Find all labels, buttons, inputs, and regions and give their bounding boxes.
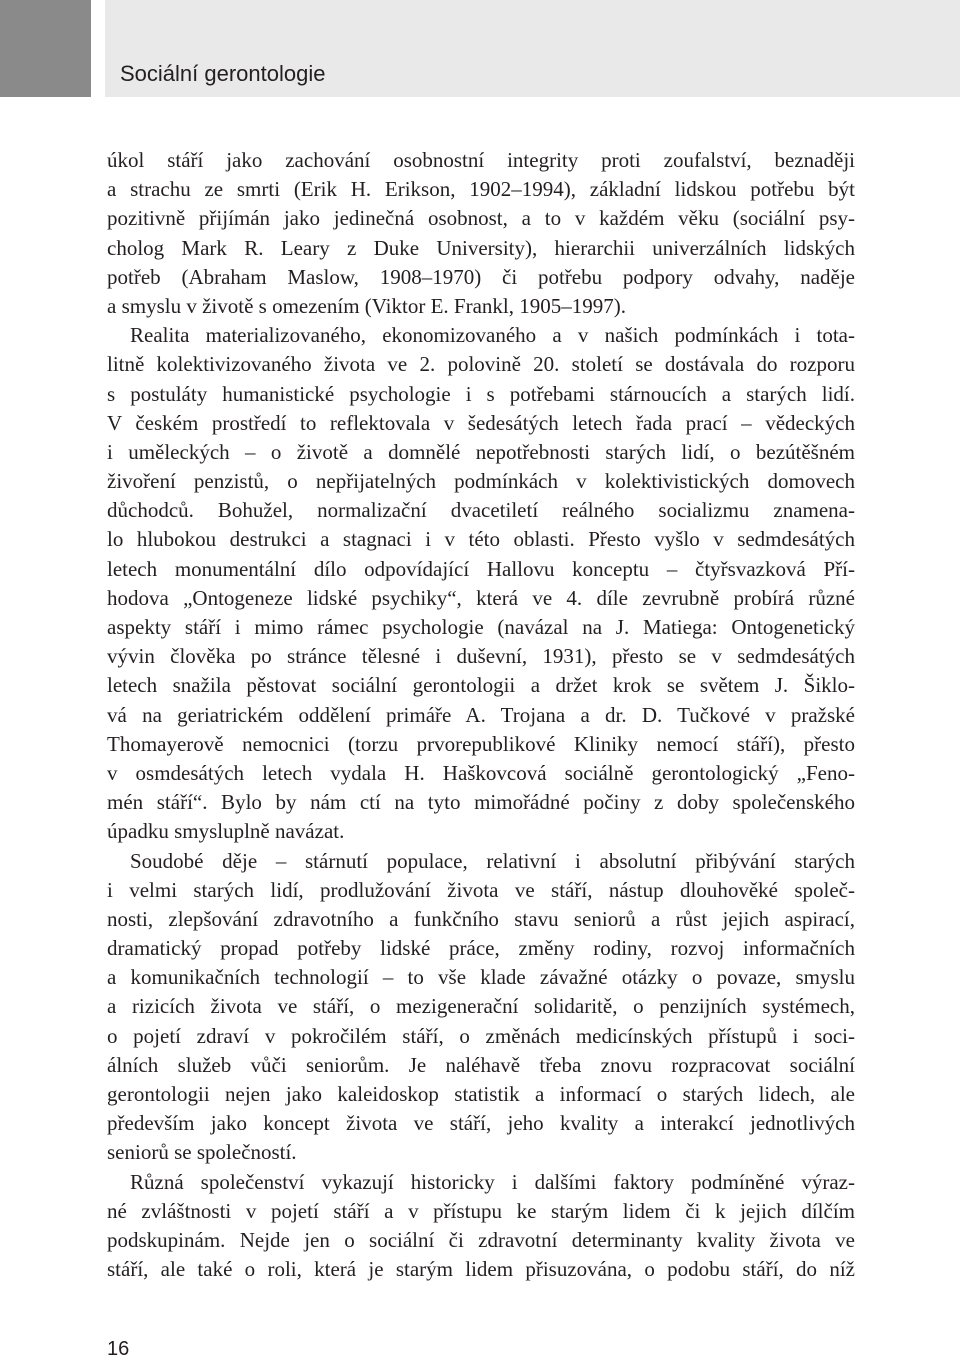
- running-header: [105, 0, 960, 97]
- text-line: vývin člověka po stránce tělesné i duševní, 1931), přesto se v sedmdesátých: [107, 644, 855, 669]
- text-line: podskupinám. Nejde jen o sociální či zdravotní determinanty kvality života ve: [107, 1227, 855, 1252]
- header-tab-block: [0, 0, 91, 97]
- text-line: a strachu ze smrti (Erik H. Erikson, 1902–1994), základní lidskou potřebu být: [107, 177, 855, 202]
- text-line: Thomayerově nemocnici (torzu prvorepublikové Kliniky nemocí stáří), přesto: [107, 731, 855, 756]
- text-line: letech monumentální dílo odpovídající Hallovu konceptu – čtyřsvazková Pří-: [107, 556, 855, 581]
- text-line: Soudobé děje – stárnutí populace, relativní i absolutní přibývání starých: [130, 848, 855, 873]
- paragraph: [107, 1168, 855, 1285]
- text-line: Různá společenství vykazují historicky i dalšími faktory podmíněné výraz-: [130, 1169, 855, 1194]
- body-text: [107, 146, 855, 1284]
- running-header-title: Sociální gerontologie: [120, 61, 326, 86]
- text-line: hodova „Ontogeneze lidské psychiky“, která ve 4. díle zevrubně probírá různé: [107, 585, 855, 610]
- text-line: gerontologii nejen jako kaleidoskop statistik a informací o starých lidech, ale: [107, 1082, 855, 1106]
- text-line: pozitivně přijímán jako jedinečná osobnost, a to v každém věku (sociální psy-: [107, 206, 855, 231]
- text-line: cholog Mark R. Leary z Duke University), hierarchii univerzálních lidských: [107, 235, 855, 260]
- text-line: dramatický propad potřeby lidské práce, změny rodiny, rozvoj informačních: [107, 936, 855, 961]
- text-line: v osmdesátých letech vydala H. Haškovcová sociálně gerontologický „Feno-: [107, 760, 855, 785]
- text-line: V českém prostředí to reflektovala v šedesátých letech řada prací – vědeckých: [107, 410, 855, 435]
- paragraph: [107, 847, 855, 1168]
- text-line: o pojetí zdraví v pokročilém stáří, o změnách medicínských přístupů i soci-: [107, 1023, 855, 1048]
- text-line: seniorů se společností.: [107, 1140, 297, 1165]
- text-line: živoření penzistů, o nepřijatelných podmínkách v kolektivistických domovech: [107, 469, 855, 494]
- text-line: letech snažila pěstovat sociální gerontologii a držet krok se světem J. Šiklo-: [107, 673, 855, 698]
- text-line: s postuláty humanistické psychologie i s potřebami stárnoucích a starých lidí.: [107, 381, 855, 406]
- text-line: stáří, ale také o roli, která je starým lidem přisuzována, o podobu stáří, do níž: [107, 1257, 855, 1282]
- text-line: nosti, zlepšování zdravotního a funkčního stavu seniorů a růst jejich aspirací,: [107, 906, 855, 931]
- text-line: důchodců. Bohužel, normalizační dvacetiletí reálného socializmu znamena-: [107, 498, 855, 523]
- text-line: úkol stáří jako zachování osobnostní integrity proti zoufalství, beznaději: [107, 148, 855, 172]
- text-line: litně kolektivizovaného života ve 2. polovině 20. století se dostávala do rozporu: [107, 352, 855, 377]
- text-line: i uměleckých – o životě a domnělé nepotřebnosti starých lidí, o bezútěšném: [107, 439, 855, 464]
- text-line: aspekty stáří i mimo rámec psychologie (navázal na J. Matiega: Ontogenetický: [107, 615, 855, 639]
- text-line: úpadku smysluplně navázat.: [107, 819, 345, 844]
- text-line: i velmi starých lidí, prodlužování života ve stáří, nástup dlouhověké společ-: [107, 877, 855, 902]
- text-line: potřeb (Abraham Maslow, 1908–1970) či potřebu podpory odvahy, naděje: [107, 264, 855, 289]
- text-line: mén stáří“. Bylo by nám ctí na tyto mimořádné počiny z doby společenského: [107, 790, 855, 815]
- text-line: lo hlubokou destrukci a stagnaci i v této oblasti. Přesto vyšlo v sedmdesátých: [107, 527, 855, 552]
- page-number: 16: [107, 1338, 130, 1359]
- paragraph: [107, 146, 855, 321]
- text-line: álních služeb vůči seniorům. Je naléhavě třeba znovu rozpracovat sociální: [107, 1052, 855, 1077]
- text-line: né zvláštnosti v pojetí stáří a v přístupu ke starým lidem či k jejich dílčím: [107, 1198, 855, 1223]
- text-line: a komunikačních technologií – to vše klade závažné otázky o povaze, smyslu: [107, 965, 855, 990]
- text-line: a rizicích života ve stáří, o mezigenerační solidaritě, o penzijních systémech,: [107, 994, 855, 1019]
- text-line: Realita materializovaného, ekonomizovaného a v našich podmínkách i tota-: [130, 323, 855, 348]
- text-line: vá na geriatrickém oddělení primáře A. Trojana a dr. D. Tučkové v pražské: [107, 702, 855, 727]
- text-line: především jako koncept života ve stáří, jeho kvality a interakcí jednotlivých: [107, 1111, 855, 1136]
- paragraph: [107, 321, 855, 846]
- text-line: a smyslu v životě s omezením (Viktor E. Frankl, 1905–1997).: [107, 293, 626, 318]
